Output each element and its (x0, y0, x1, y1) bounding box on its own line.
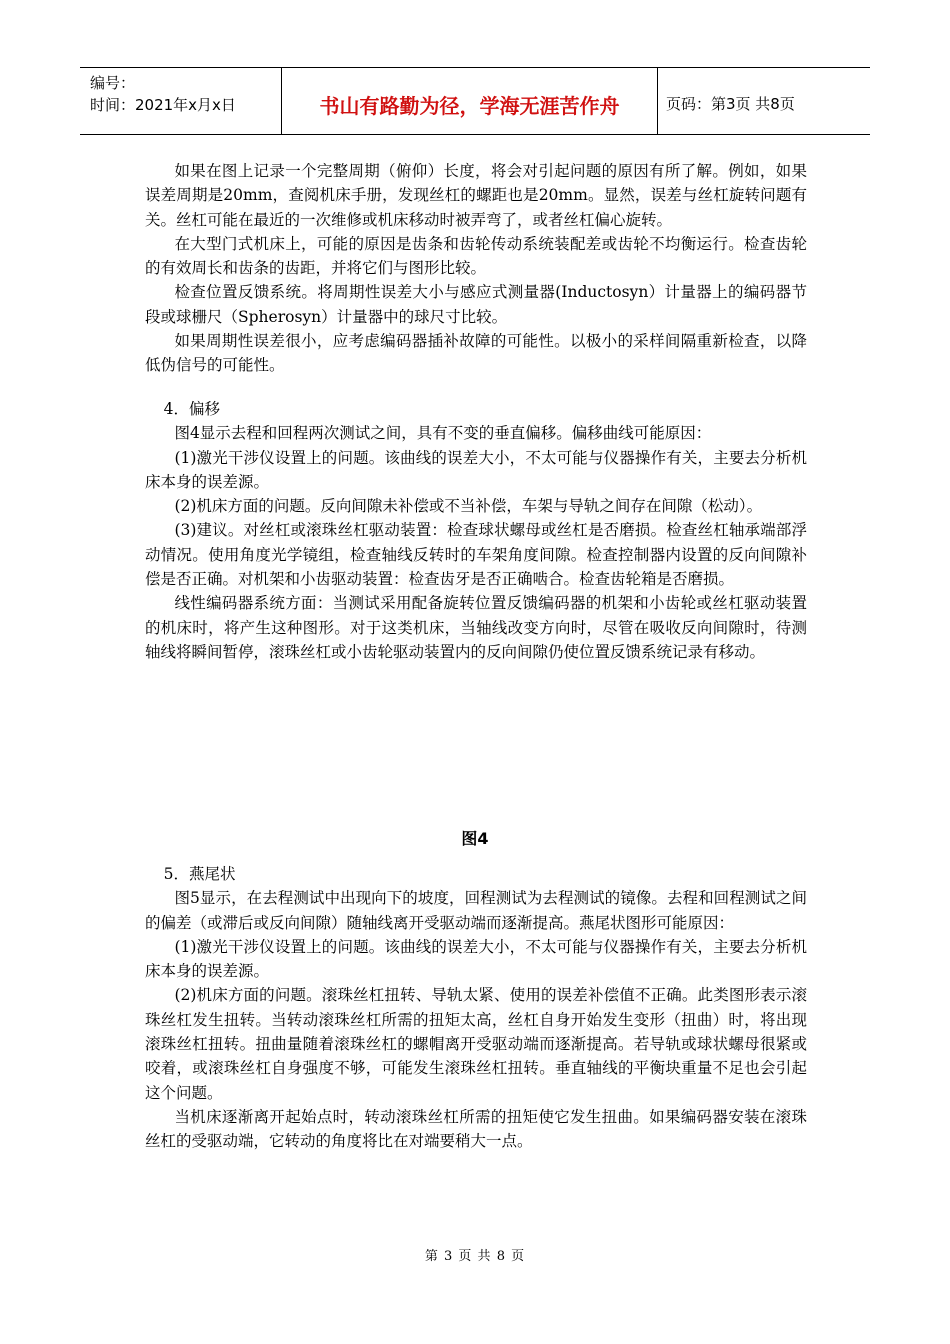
section-dovetail (145, 862, 807, 1154)
paragraph: 图4显示去程和回程两次测试之间，具有不变的垂直偏移。偏移曲线可能原因： (174, 424, 712, 443)
paragraph: 图5显示，在去程测试中出现向下的坡度，回程测试为去程测试的镜像。去程和回程测试之间的偏差（或滞后或反向间隙）随轴线离开受驱动端而逐渐提高。燕尾状图形可能原因： (145, 889, 807, 932)
section-offset (145, 397, 807, 664)
paragraph: 如果在图上记录一个完整周期（俯仰）长度，将会对引起问题的原因有所了解。例如，如果误差周期是20mm，查阅机床手册，发现丝杠的螺距也是20mm。显然，误差与丝杠旋转问题有关。丝杠可能在最近的一次维修或机床移动时被弄弯了，或者丝杠偏心旋转。 (145, 162, 807, 229)
paragraph: 在大型门式机床上，可能的原因是齿条和齿轮传动系统装配差或齿轮不均衡运行。检查齿轮的有效周长和齿条的齿距，并将它们与图形比较。 (145, 234, 807, 278)
paragraph: (1)激光干涉仪设置上的问题。该曲线的误差大小，不太可能与仪器操作有关，主要去分析机床本身的误差源。 (145, 448, 807, 491)
page-footer: 第 3 页 共 8 页 (424, 1249, 526, 1264)
paragraph: 线性编码器系统方面：当测试采用配备旋转位置反馈编码器的机架和小齿轮或丝杠驱动装置的机床时，将产生这种图形。对于这类机床，当轴线改变方向时，尽管在吸收反向间隙时，待测轴线将瞬间暂停，滚珠丝杠或小齿轮驱动装置内的反向间隙仍使位置反馈系统记录有移动。 (145, 594, 807, 661)
paragraph: 检查位置反馈系统。将周期性误差大小与感应式测量器(Inductosyn）计量器上的编码器节段或球栅尺（Spherosyn）计量器中的球尺寸比较。 (145, 283, 807, 326)
header-meta (80, 68, 282, 134)
section-heading: 4．偏移 (163, 400, 220, 418)
section-periodic-error (145, 159, 807, 378)
document-number-label: 编号： (90, 74, 136, 92)
paragraph: (2)机床方面的问题。反向间隙未补偿或不当补偿，车架与导轨之间存在间隙（松动）。 (174, 497, 763, 516)
paragraph: 如果周期性误差很小，应考虑编码器插补故障的可能性。以极小的采样间隔重新检查，以降低伪信号的可能性。 (145, 332, 807, 375)
paragraph: (3)建议。对丝杠或滚珠丝杠驱动装置：检查球状螺母或丝杠是否磨损。检查丝杠轴承端部浮动情况。使用角度光学镜组，检查轴线反转时的车架角度间隙。检查控制器内设置的反向间隙补偿是否正确。对机架和小齿驱动装置：检查齿牙是否正确啮合。检查齿轮箱是否磨损。 (145, 521, 807, 589)
section-heading: 5．燕尾状 (163, 865, 236, 883)
page-header (80, 67, 870, 135)
header-page-info: 页码：第3页 共8页 (666, 94, 795, 113)
header-motto: 书山有路勤为径，学海无涯苦作舟 (282, 68, 658, 134)
document-date-label: 时间：2021年x月x日 (90, 96, 236, 114)
paragraph: (2)机床方面的问题。滚珠丝杠扭转、导轨太紧、使用的误差补偿值不正确。此类图形表示滚珠丝杠发生扭转。当转动滚珠丝杠所需的扭矩太高，丝杠自身开始发生变形（扭曲）时，将出现滚珠丝杠扭转。扭曲量随着滚珠丝杠的螺帽离开受驱动端而逐渐提高。若导轨或球状螺母很紧或咬着，或滚珠丝杠自身强度不够，可能发生滚珠丝杠扭转。垂直轴线的平衡块重量不足也会引起这个问题。 (145, 986, 807, 1102)
figure-caption: 图4 (461, 829, 489, 848)
paragraph: 当机床逐渐离开起始点时，转动滚珠丝杠所需的扭矩使它发生扭曲。如果编码器安装在滚珠丝杠的受驱动端，它转动的角度将比在对端要稍大一点。 (145, 1107, 807, 1151)
paragraph: (1)激光干涉仪设置上的问题。该曲线的误差大小，不太可能与仪器操作有关，主要去分析机床本身的误差源。 (145, 937, 807, 981)
